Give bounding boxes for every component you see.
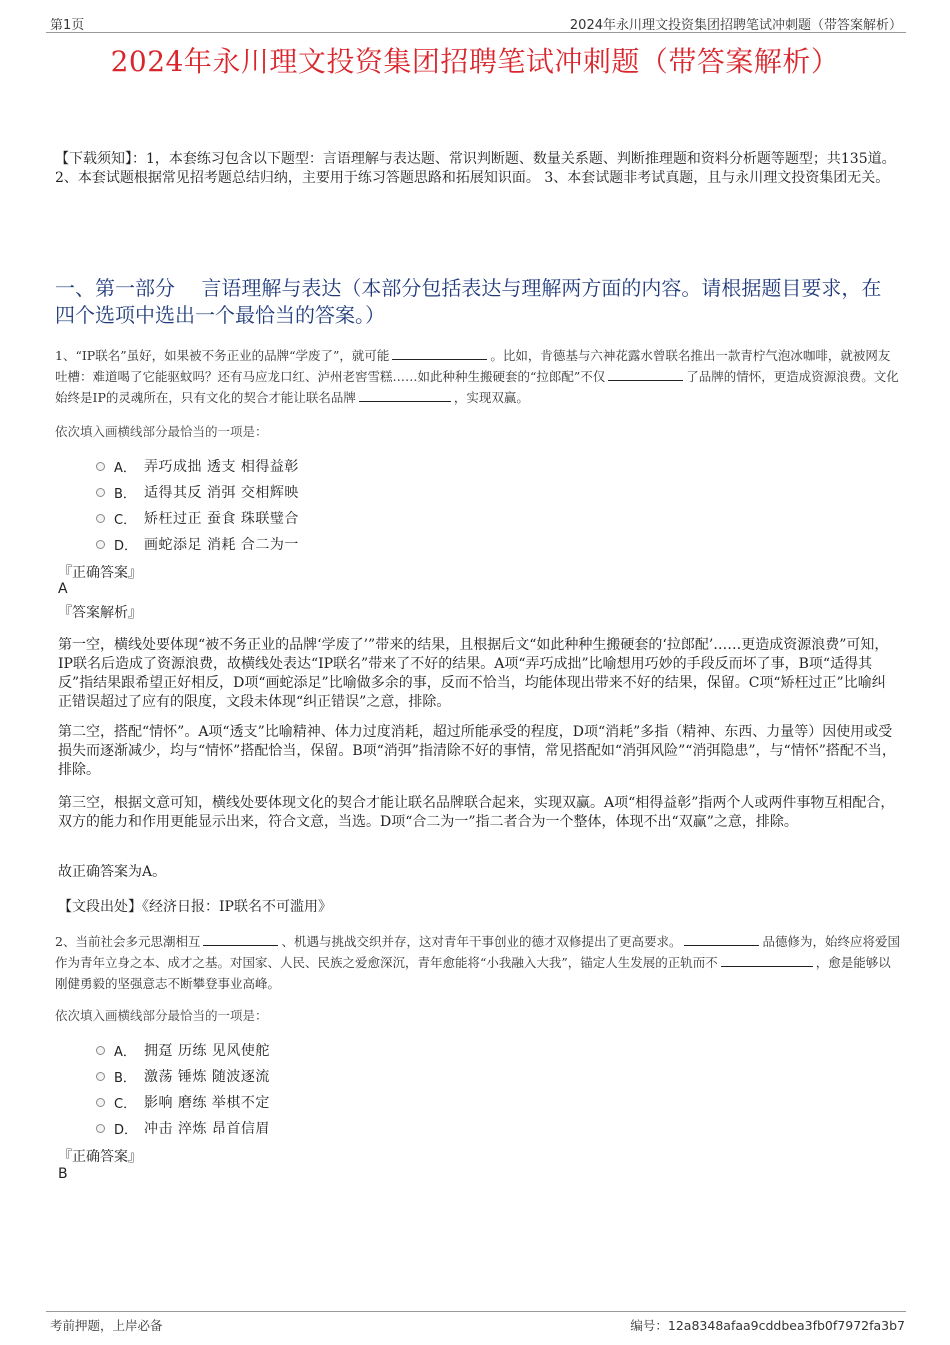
q1-analysis-paragraph-3: 第三空，根据文意可知，横线处要体现文化的契合才能让联名品牌联合起来，实现双赢。A项“相得益彰”指两个人或两件事物互相配合，双方的能力和作用更能显示出来，符合文意，当选。D项“合二为一”指二者合为一个整体，体现不出“双赢”之意，排除。	[58, 795, 895, 830]
q1-analysis-paragraph-1: 第一空，横线处要体现“被不务正业的品牌‘学废了’”带来的结果，且根据后文“如此种种生搬硬套的‘拉郎配’……更造成资源浪费”可知，IP联名后造成了资源浪费，故横线处表达“IP联名”带来了不好的结果。A项“弄巧成拙”比喻想用巧妙的手段反而坏了事，B项“适得其反”指结果跟希望正好相反，D项“画蛇添足”比喻做多余的事，反而不恰当，均能体现出带来不好的结果，保留。C项“矫枉过正”比喻纠正错误超过了应有的限度，文段未体现“纠正错误”之意，排除。	[58, 637, 889, 710]
q1-blank-2	[608, 368, 683, 381]
q1-blank-1	[392, 347, 487, 360]
q1-option-a[interactable]: A． 弄巧成拙 透支 相得益彰	[96, 453, 696, 479]
radio-icon[interactable]	[96, 1046, 105, 1055]
q2-blank-2	[684, 933, 759, 946]
q1-option-c[interactable]: C． 矫枉过正 蚕食 珠联璧合	[96, 505, 696, 531]
q2-blank-3	[721, 954, 813, 967]
question-1-instruction: 依次填入画横线部分最恰当的一项是：	[55, 424, 268, 439]
q1-analysis-paragraph-2: 第二空，搭配“情怀”。A项“透支”比喻精神、体力过度消耗，超过所能承受的程度，D项“消耗”多指（精神、东西、力量等）因使用或受损失而逐渐减少，均与“情怀”搭配恰当，保留。B项“消弭”指清除不好的事情，常见搭配如“消弭风险”“消弭隐患”，与“情怀”搭配不当，排除。	[58, 724, 896, 778]
radio-icon[interactable]	[96, 540, 105, 549]
page-title: 2024年永川理文投资集团招聘笔试冲刺题（带答案解析）	[110, 45, 840, 78]
q2-text-1: 2、当前社会多元思潮相互	[55, 934, 201, 949]
question-1-stem	[55, 345, 900, 408]
q1-blank-3	[359, 389, 451, 402]
question-2-options	[96, 1037, 696, 1141]
q1-text-2: 。比如，肯德基与六神花露水曾联名推出一款青柠气泡冰咖啡，就被网友吐槽：难道喝了它能驱蚊吗？还有马应龙口红、泸州老窖雪糕……如此种种生搬硬套的“拉郎配”不仅	[55, 348, 891, 384]
q2-option-d[interactable]: D． 冲击 淬炼 昂首信眉	[96, 1115, 696, 1141]
section-heading: 一、第一部分 言语理解与表达（本部分包括表达与理解两方面的内容。请根据题目要求，在四个选项中选出一个最恰当的答案。）	[55, 276, 882, 327]
footer-slogan: 考前押题，上岸必备	[50, 1318, 163, 1333]
q2-option-c[interactable]: C． 影响 磨练 举棋不定	[96, 1089, 696, 1115]
footer-rule	[46, 1311, 906, 1312]
q2-blank-1	[203, 933, 278, 946]
question-2-stem	[55, 931, 900, 994]
question-2-instruction: 依次填入画横线部分最恰当的一项是：	[55, 1008, 268, 1023]
q2-option-a[interactable]: A． 拥趸 历练 见风使舵	[96, 1037, 696, 1063]
header-rule	[46, 32, 906, 33]
q2-option-b[interactable]: B． 激荡 锤炼 随波逐流	[96, 1063, 696, 1089]
q1-text-4: ，实现双赢。	[453, 390, 529, 405]
radio-icon[interactable]	[96, 1124, 105, 1133]
q1-text-3: 了品牌的情怀，更造成资源浪费。文化始终是IP的灵魂所在，只有文化的契合才能让联名品牌	[55, 369, 899, 405]
q1-text-1: 1、“IP联名”虽好，如果被不务正业的品牌“学废了”，就可能	[55, 348, 390, 363]
q1-option-b[interactable]: B． 适得其反 消弭 交相辉映	[96, 479, 696, 505]
q1-conclusion: 故正确答案为A。	[58, 864, 167, 880]
radio-icon[interactable]	[96, 488, 105, 497]
question-1-options	[96, 453, 696, 557]
q1-answer-label: 『正确答案』	[58, 565, 142, 581]
radio-icon[interactable]	[96, 462, 105, 471]
radio-icon[interactable]	[96, 1098, 105, 1107]
q2-answer-label: 『正确答案』	[58, 1149, 142, 1165]
download-notice: 【下载须知】：1，本套练习包含以下题型：言语理解与表达题、常识判断题、数量关系题、判断推理题和资料分析题等题型；共135道。 2、本套试题根据常见招考题总结归纳，主要用于练习答题思路和拓展知识面。 3、本套试题非考试真题，且与永川理文投资集团无关。	[55, 151, 896, 186]
q1-answer: A	[58, 581, 68, 597]
q2-text-4: ，愈是能够以刚健勇毅的坚强意志不断攀登事业高峰。	[55, 955, 891, 991]
radio-icon[interactable]	[96, 514, 105, 523]
q2-text-2: 、机遇与挑战交织并存，这对青年干事创业的德才双修提出了更高要求。	[281, 934, 682, 949]
footer-doc-id: 编号：12a8348afaa9cddbea3fb0f7972fa3b7	[630, 1318, 905, 1333]
radio-icon[interactable]	[96, 1072, 105, 1081]
q2-answer: B	[58, 1166, 68, 1182]
q1-source: 【文段出处】《经济日报：IP联名不可滥用》	[58, 899, 332, 915]
header-page-number: 第1页	[50, 18, 85, 33]
q1-analysis-label: 『答案解析』	[58, 605, 142, 621]
header-doc-title: 2024年永川理文投资集团招聘笔试冲刺题（带答案解析）	[569, 18, 902, 33]
q1-option-d[interactable]: D． 画蛇添足 消耗 合二为一	[96, 531, 696, 557]
q2-text-3: 品德修为，始终应将爱国作为青年立身之本、成才之基。对国家、人民、民族之爱愈深沉，青年愈能将“小我融入大我”，锚定人生发展的正轨而不	[55, 934, 900, 970]
